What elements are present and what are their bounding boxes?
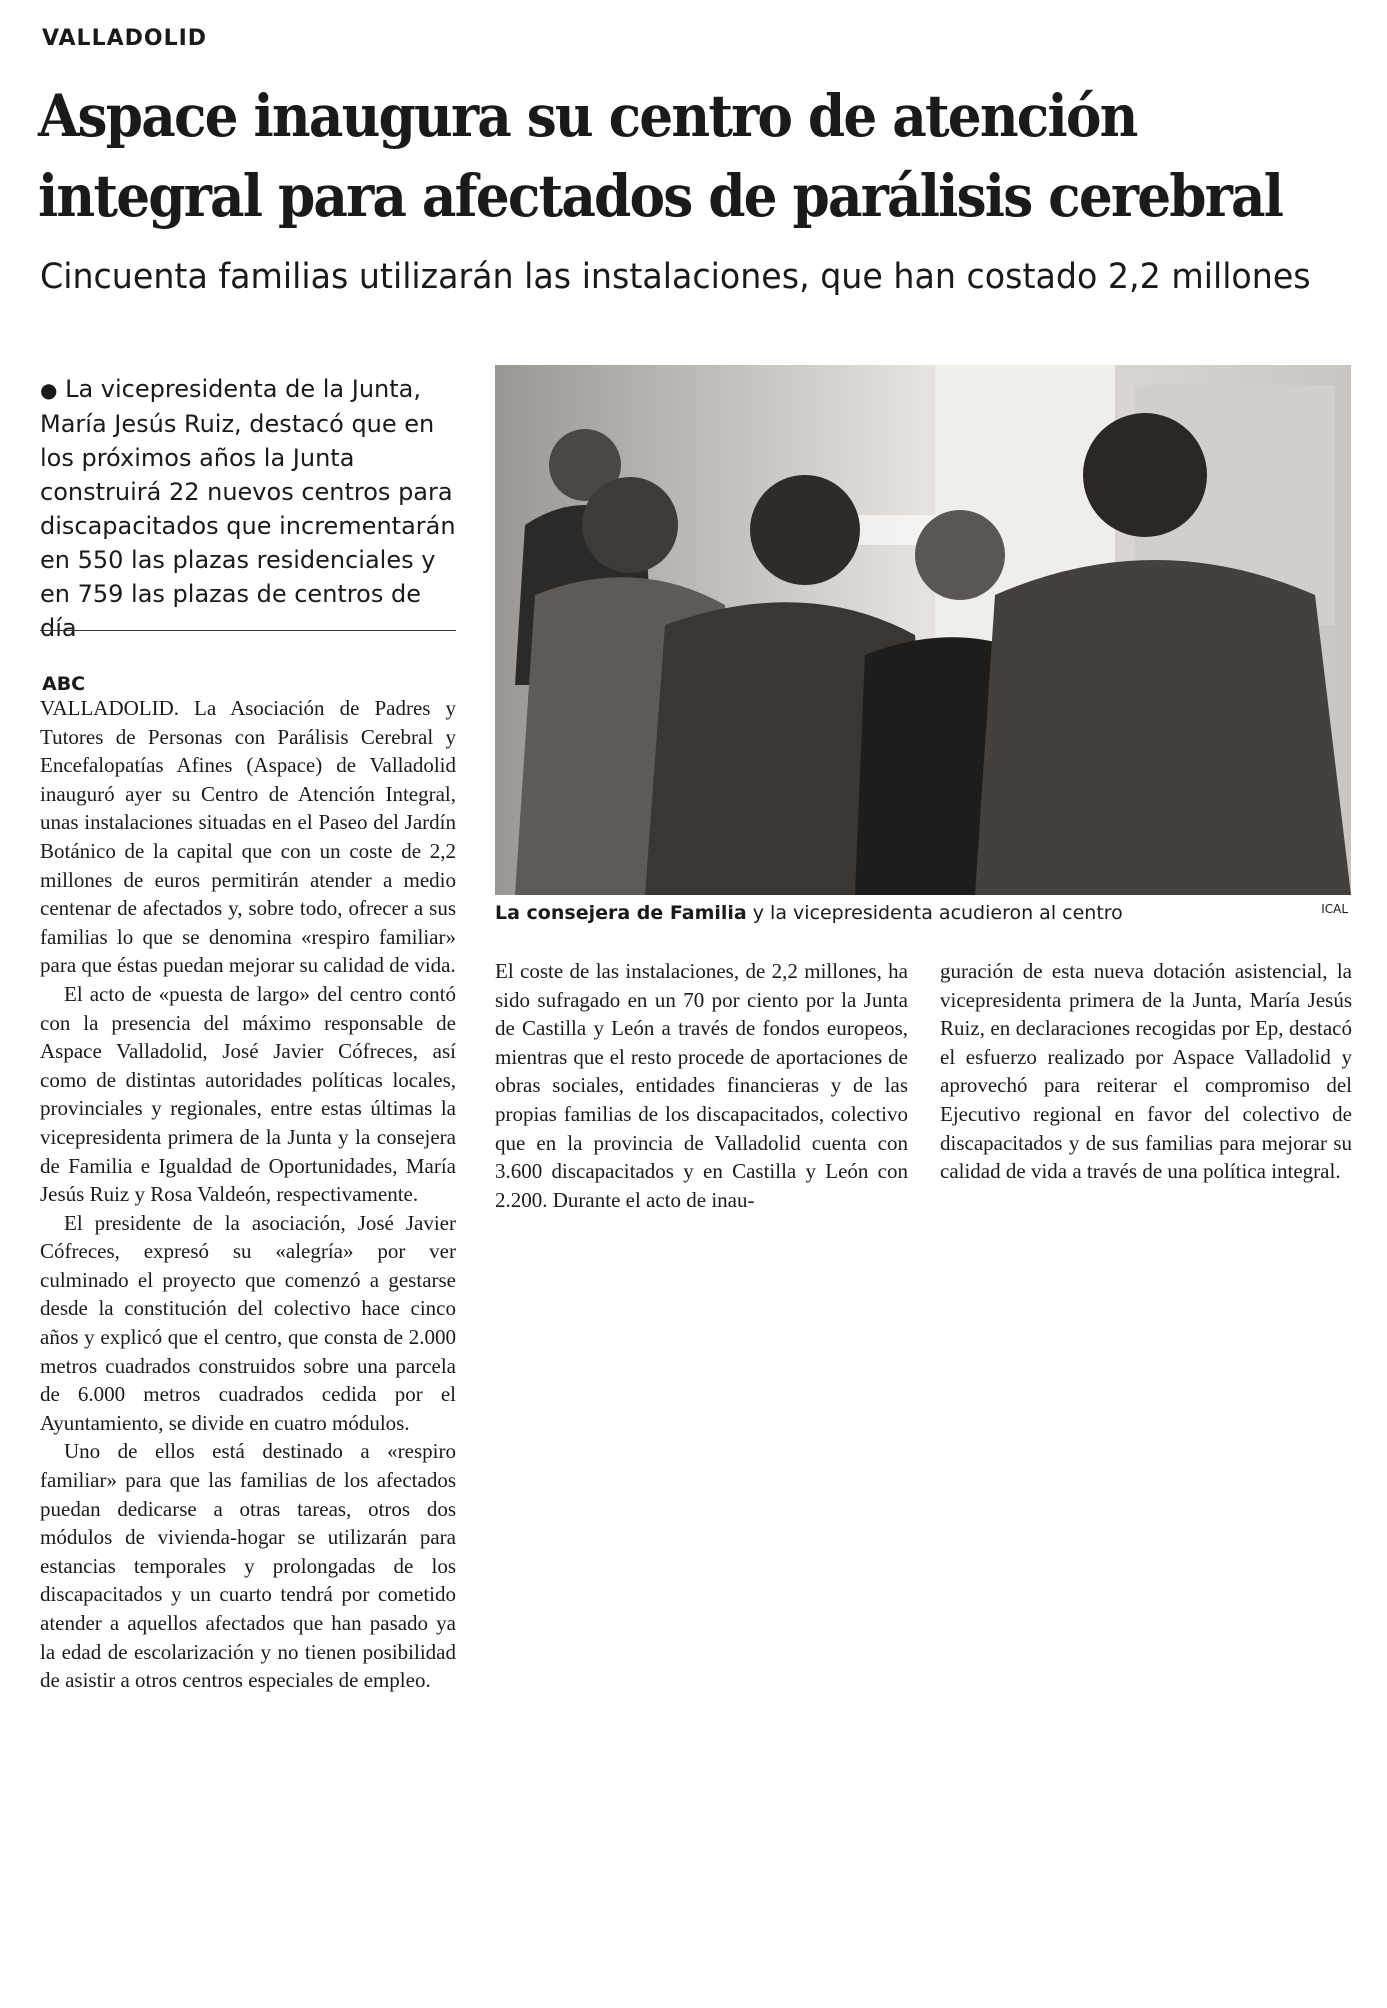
- photo-image: [495, 365, 1351, 895]
- lead-text: La vicepresidenta de la Junta, María Jesús Ruiz, destacó que en los próximos años la Junta construirá 22 nuevos centros para discapacitados que incrementarán en 550 las plazas residenciales y en 759 las plazas de centros de día: [40, 375, 456, 642]
- subheadline: Cincuenta familias utilizarán las instalaciones, que han costado 2,2 millones: [40, 257, 1311, 297]
- body-column-1: [40, 694, 456, 1695]
- news-photo: [495, 365, 1351, 895]
- section-label: VALLADOLID: [42, 26, 208, 51]
- paragraph: guración de esta nueva dotación asistencial, la vicepresidenta primera de la Junta, María Jesús Ruiz, en declaraciones recogidas por Ep, destacó el esfuerzo realizado por Aspace Valladolid y aprovechó para reiterar el compromiso del Ejecutivo regional en favor del colectivo de discapacitados y de sus familias para mejorar su calidad de vida a través de una política integral.: [940, 959, 1352, 1184]
- paragraph: El coste de las instalaciones, de 2,2 millones, ha sido sufragado en un 70 por ciento por la Junta de Castilla y León a través de fondos europeos, mientras que el resto procede de aportaciones de obras sociales, entidades financieras y de las propias familias de los discapacitados, colectivo que en la provincia de Valladolid cuenta con 3.600 discapacitados y en Castilla y León con 2.200. Durante el acto de inau-: [495, 959, 908, 1212]
- paragraph: El presidente de la asociación, José Javier Cófreces, expresó su «alegría» por ver culminado el proyecto que comenzó a gestarse desde la constitución del colectivo hace cinco años y explicó que el centro, que consta de 2.000 metros cuadrados construidos sobre una parcela de 6.000 metros cuadrados cedida por el Ayuntamiento, se divide en cuatro módulos.: [40, 1210, 456, 1435]
- body-column-2: [495, 957, 908, 1214]
- headline-line-1: Aspace inaugura su centro de atención: [38, 82, 1137, 150]
- caption-text: y la vicepresidenta acudieron al centro: [746, 902, 1123, 924]
- paragraph: Uno de ellos está destinado a «respiro familiar» para que las familias de los afectados puedan dedicarse a otras tareas, otros dos módulos de vivienda-hogar se utilizarán para estancias temporales y prolongadas de los discapacitados y un cuarto tendrá por cometido atender a aquellos afectados que han pasado ya la edad de escolarización y no tienen posibilidad de asistir a otros centros especiales de empleo.: [40, 1439, 456, 1693]
- byline: ABC: [42, 673, 86, 695]
- paragraph: El acto de «puesta de largo» del centro contó con la presencia del máximo responsable de Aspace Valladolid, José Javier Cófreces, así como de distintas autoridades políticas locales, provinciales y regionales, entre estas últimas la vicepresidenta primera de la Junta y la consejera de Familia e Igualdad de Oportunidades, María Jesús Ruiz y Rosa Valdeón, respectivamente.: [40, 981, 456, 1207]
- photo-credit: ICAL: [1321, 902, 1348, 916]
- photo-caption: [495, 902, 1351, 924]
- headline-line-2: integral para afectados de parálisis cerebral: [38, 162, 1283, 230]
- paragraph: VALLADOLID. La Asociación de Padres y Tutores de Personas con Parálisis Cerebral y Encefalopatías Afines (Aspace) de Valladolid inauguró ayer su Centro de Atención Integral, unas instalaciones situadas en el Paseo del Jardín Botánico de la capital que con un coste de 2,2 millones de euros permitirán atender a medio centenar de afectados y, sobre todo, ofrecer a sus familias lo que se denomina «respiro familiar» para que éstas puedan mejorar su calidad de vida.: [40, 696, 456, 978]
- body-column-3: [940, 957, 1352, 1186]
- lead-summary: [40, 372, 460, 645]
- bullet-icon: ●: [40, 378, 58, 402]
- lead-divider: [40, 630, 456, 631]
- headline: [38, 76, 1283, 236]
- caption-bold: La consejera de Familia: [495, 902, 747, 924]
